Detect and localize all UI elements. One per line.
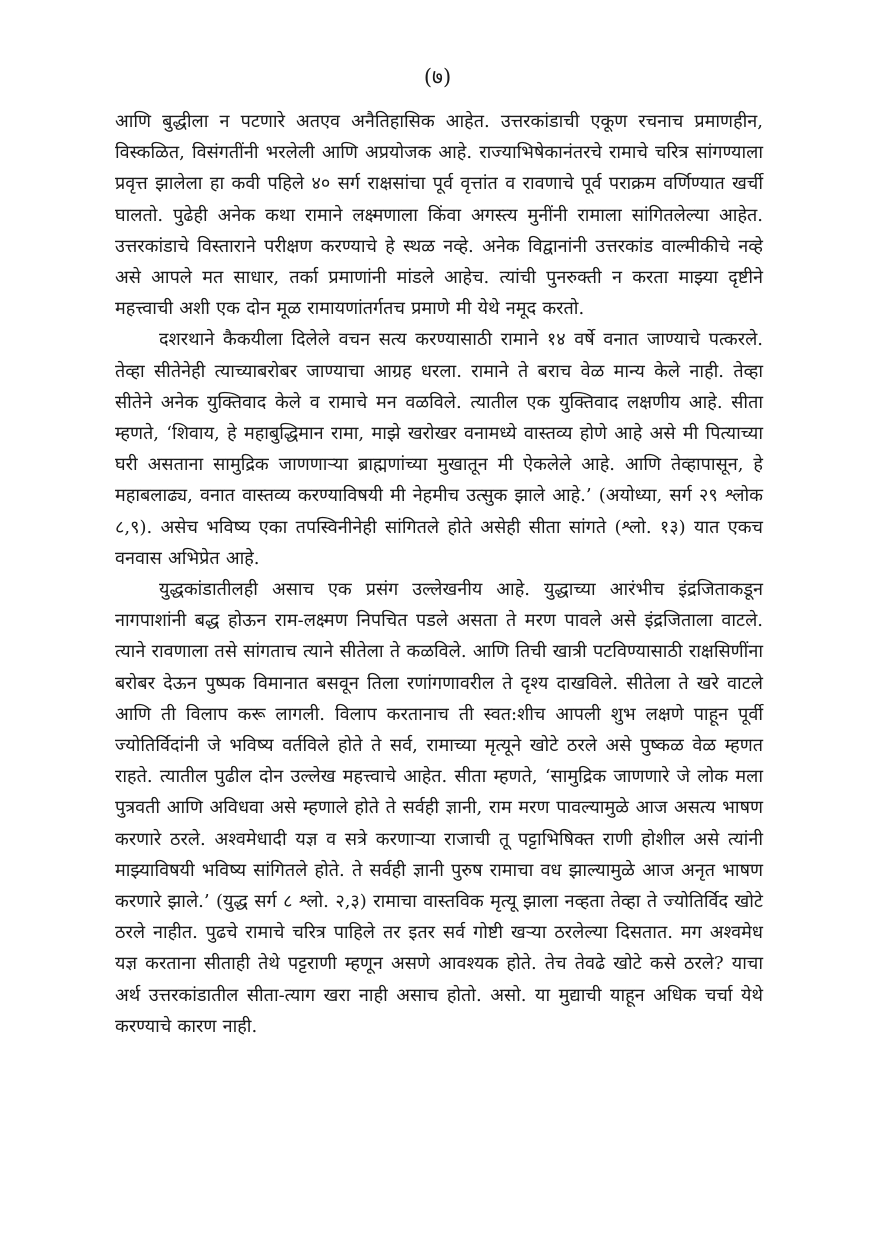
paragraph-2: दशरथाने कैकयीला दिलेले वचन सत्य करण्यासाठी रामाने १४ वर्षे वनात जाण्याचे पत्करले. तेव्हा सीतेनेही त्याच्याबरोबर जाण्याचा आग्रह धरला. रामाने ते बराच वेळ मान्य केले नाही. तेव्हा सीतेने अनेक युक्तिवाद केले व रामाचे मन वळविले. त्यातील एक युक्तिवाद लक्षणीय आहे. सीता म्हणते, ‘शिवाय, हे महाबुद्धिमान रामा, माझे खरोखर वनामध्ये वास्तव्य होणे आहे असे मी पित्याच्या घरी असताना सामुद्रिक जाणणाऱ्या ब्राह्मणांच्या मुखातून मी ऐकलेले आहे. आणि तेव्हापासून, हे महाबलाढ्य, वनात वास्तव्य करण्याविषयी मी नेहमीच उत्सुक झाले आहे.’ (अयोध्या, सर्ग २९ श्लोक ८,९). असेच भविष्य एका तपस्विनीनेही सांगितले होते असेही सीता सांगते (श्लो. १३) यात एकच वनवास अभिप्रेत आहे. [115,329,763,569]
paragraph-3: युद्धकांडातीलही असाच एक प्रसंग उल्लेखनीय आहे. युद्धाच्या आरंभीच इंद्रजिताकडून नागपाशांनी बद्ध होऊन राम-लक्ष्मण निपचित पडले असता ते मरण पावले असे इंद्रजिताला वाटले. त्याने रावणाला तसे सांगताच त्याने सीतेला ते कळविले. आणि तिची खात्री पटविण्यासाठी राक्षसिणींना बरोबर देऊन पुष्पक विमानात बसवून तिला रणांगणावरील ते दृश्य दाखविले. सीतेला ते खरे वाटले आणि ती विलाप करू लागली. विलाप करतानाच ती स्वत:शीच आपली शुभ लक्षणे पाहून पूर्वी ज्योतिर्विदांनी जे भविष्य वर्तविले होते ते सर्व, रामाच्या मृत्यूने खोटे ठरले असे पुष्कळ वेळ म्हणत राहते. त्यातील पुढील दोन उल्लेख महत्त्वाचे आहेत. सीता म्हणते, ‘सामुद्रिक जाणणारे जे लोक मला पुत्रवती आणि अविधवा असे म्हणाले होते ते सर्वही ज्ञानी, राम मरण पावल्यामुळे आज असत्य भाषण करणारे ठरले. अश्वमेधादी यज्ञ व सत्रे करणाऱ्या राजाची तू पट्टाभिषिक्त राणी होशील असे त्यांनी माझ्याविषयी भविष्य सांगितले होते. ते सर्वही ज्ञानी पुरुष रामाचा वध झाल्यामुळे आज अनृत भाषण करणारे झाले.’ (युद्ध सर्ग ८ श्लो. २,३) रामाचा वास्तविक मृत्यू झाला नव्हता तेव्हा ते ज्योतिर्विद खोटे ठरले नाहीत. पुढचे रामाचे चरित्र पाहिले तर इतर सर्व गोष्टी खऱ्या ठरलेल्या दिसतात. मग अश्वमेध यज्ञ करताना सीताही तेथे पट्टराणी म्हणून असणे आवश्यक होते. तेच तेवढे खोटे कसे ठरले? याचा अर्थ उत्तरकांडातील सीता-त्याग खरा नाही असाच होतो. असो. या मुद्याची याहून अधिक चर्चा येथे करण्याचे कारण नाही. [115,579,763,1037]
page-number: (७) [423,65,452,89]
paragraph-1: आणि बुद्धीला न पटणारे अतएव अनैतिहासिक आहेत. उत्तरकांडाची एकूण रचनाच प्रमाणहीन, विस्कळित, विसंगतींनी भरलेली आणि अप्रयोजक आहे. राज्याभिषेकानंतरचे रामाचे चरित्र सांगण्याला प्रवृत्त झालेला हा कवी पहिले ४० सर्ग राक्षसांचा पूर्व वृत्तांत व रावणाचे पूर्व पराक्रम वर्णिण्यात खर्ची घालतो. पुढेही अनेक कथा रामाने लक्ष्मणाला किंवा अगस्त्य मुनींनी रामाला सांगितलेल्या आहेत. उत्तरकांडाचे विस्ताराने परीक्षण करण्याचे हे स्थळ नव्हे. अनेक विद्वानांनी उत्तरकांड वाल्मीकीचे नव्हे असे आपले मत साधार, तर्का प्रमाणांनी मांडले आहेच. त्यांची पुनरुक्ती न करता माझ्या दृष्टीने महत्त्वाची अशी एक दोन मूळ रामायणांतर्गतच प्रमाणे मी येथे नमूद करतो. [115,111,763,320]
body-text [115,106,763,1042]
